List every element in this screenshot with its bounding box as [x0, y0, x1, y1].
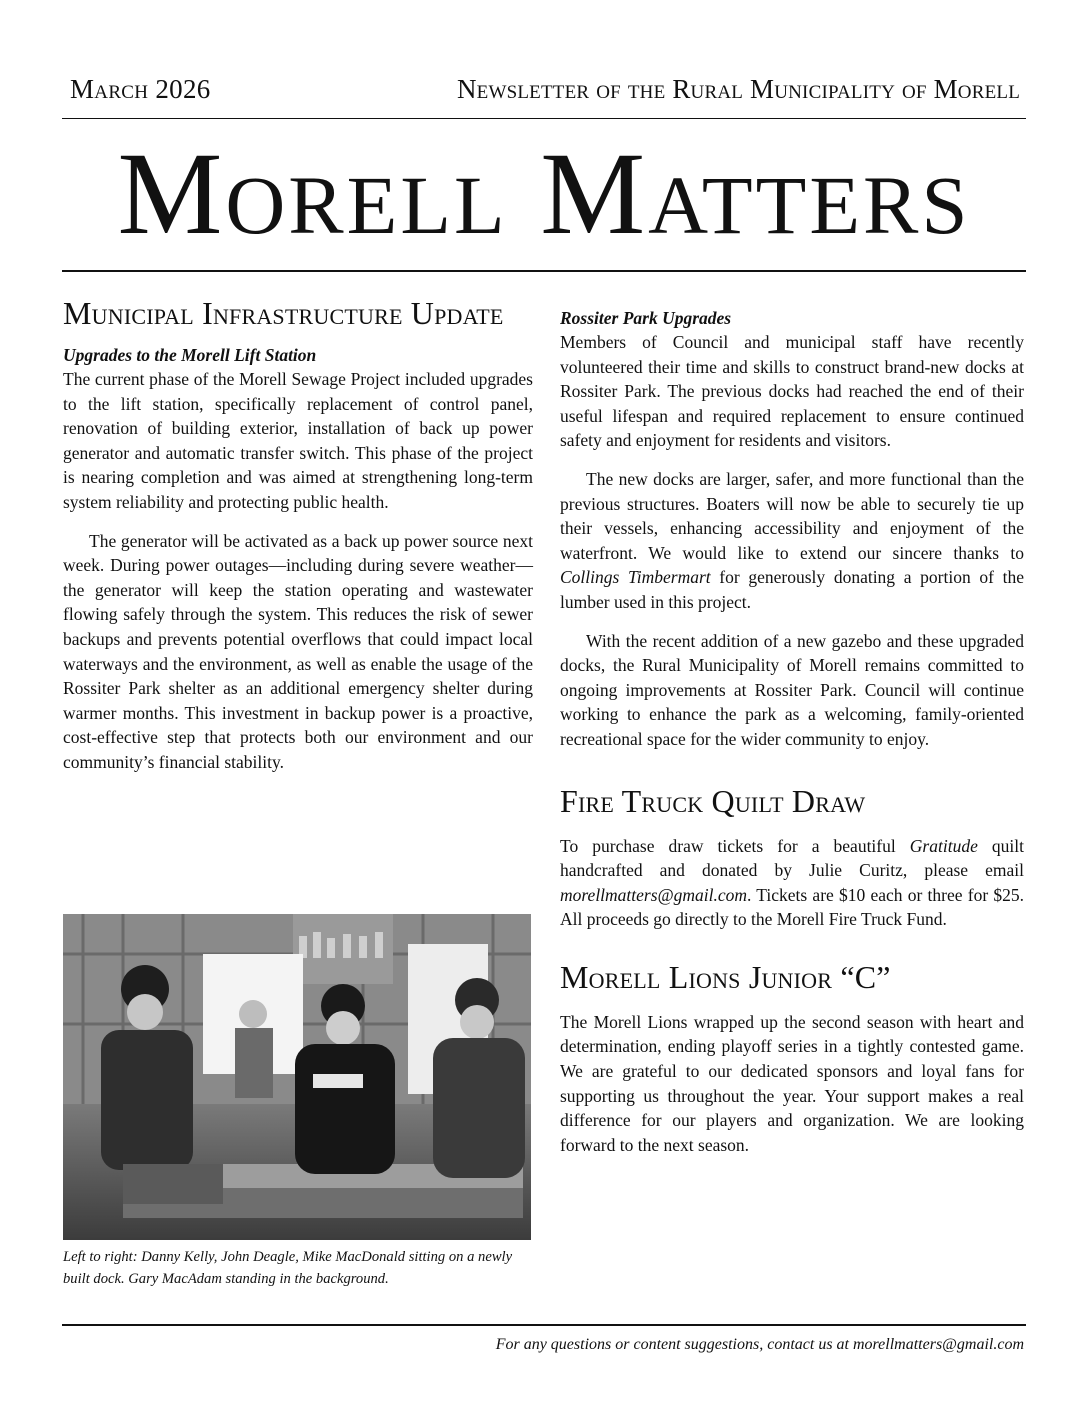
- masthead-rule: [62, 270, 1026, 272]
- infrastructure-heading: Municipal Infrastructure Update: [63, 295, 504, 331]
- lift-station-subheading: Upgrades to the Morell Lift Station: [63, 345, 317, 365]
- quilt-draw-paragraph: [560, 834, 1024, 932]
- lions-paragraph: The Morell Lions wrapped up the second season with heart and determination, ending playoff series in a tightly contested game. We are grateful to our dedicated sponsors and loyal fans for supporting us throughout the year. Your support makes a real difference for our players and organization. We are looking forward to the next season.: [560, 1011, 1024, 1155]
- rossiter-park-paragraph-3: With the recent addition of a new gazebo and these upgraded docks, the Rural Municipality of Morell remains committed to ongoing improvements at Rossiter Park. Council will continue working to enhance the park as a welcoming, family-oriented recreational space for the wider community to enjoy.: [560, 630, 1024, 749]
- bottom-rule: [62, 1324, 1026, 1326]
- sponsor-name: Collings Timbermart: [560, 567, 711, 588]
- masthead-title: Morell Matters: [117, 128, 971, 259]
- newsletter-tagline: Newsletter of the Rural Municipality of Morell: [456, 74, 1020, 104]
- park-p2-text-after: for generously donating a portion of the lumber used in this project.: [560, 567, 1024, 612]
- dock-volunteers-photo: [63, 914, 531, 1240]
- top-rule: [62, 118, 1026, 119]
- lions-heading: Morell Lions Junior “C”: [560, 958, 891, 995]
- newsletter-date: March 2026: [70, 74, 211, 104]
- quilt-text-after: . Tickets are $10 each or three for $25. All proceeds go directly to the Morell Fire Truck Fund.: [560, 884, 1024, 930]
- photo-illustration: [63, 914, 531, 1240]
- rossiter-park-paragraph-2: [560, 467, 1024, 615]
- quilt-text-middle: quilt handcrafted and donated by Julie Curitz, please email: [560, 835, 1024, 881]
- rossiter-park-subheading: Rossiter Park Upgrades: [560, 308, 732, 328]
- lift-station-paragraph-2: The generator will be activated as a back up power source next week. During power outages—including during severe weather—the generator will keep the station operating and wastewater flowing safely through the system. This reduces the risk of sewer backups and prevents potential overflows that could impact local waterways and the environment, as well as enable the usage of the Rossiter Park shelter as an additional emergency shelter during warmer months. This investment in backup power is a proactive, cost-effective step that protects both our environment and our community’s financial stability.: [63, 530, 533, 772]
- photo-caption: Left to right: Danny Kelly, John Deagle, Mike MacDonald sitting on a newly built dock. Gary MacAdam standing in the background.: [63, 1249, 513, 1287]
- left-column: [63, 292, 533, 775]
- quilt-draw-heading: Fire Truck Quilt Draw: [560, 782, 866, 819]
- quilt-name: Gratitude: [909, 835, 978, 856]
- footer-contact: For any questions or content suggestions, contact us at morellmatters@gmail.com: [495, 1336, 1024, 1353]
- quilt-text-before: To purchase draw tickets for a beautiful: [560, 835, 910, 856]
- rossiter-park-paragraph-1: Members of Council and municipal staff have recently volunteered their time and skills to construct brand-new docks at Rossiter Park. The previous docks had reached the end of their useful lifespan and required replacement to ensure continued safety and enjoyment for residents and visitors.: [560, 332, 1024, 451]
- right-column: [560, 306, 1024, 1157]
- park-p2-text-before: The new docks are larger, safer, and more functional than the previous structures. Boaters will now be able to securely tie up their vessels, enhancing accessibility and enjoyment of the waterfront. We would like to extend our sincere thanks to: [560, 468, 1024, 563]
- lift-station-paragraph-1: The current phase of the Morell Sewage Project included upgrades to the lift station, specifically replacement of control panel, renovation of building exterior, installation of back up power generator and automatic transfer switch. This phase of the project is nearing completion and was aimed at strengthening long-term system reliability and protecting public health.: [63, 369, 533, 512]
- quilt-email-link[interactable]: morellmatters@gmail.com: [560, 884, 748, 905]
